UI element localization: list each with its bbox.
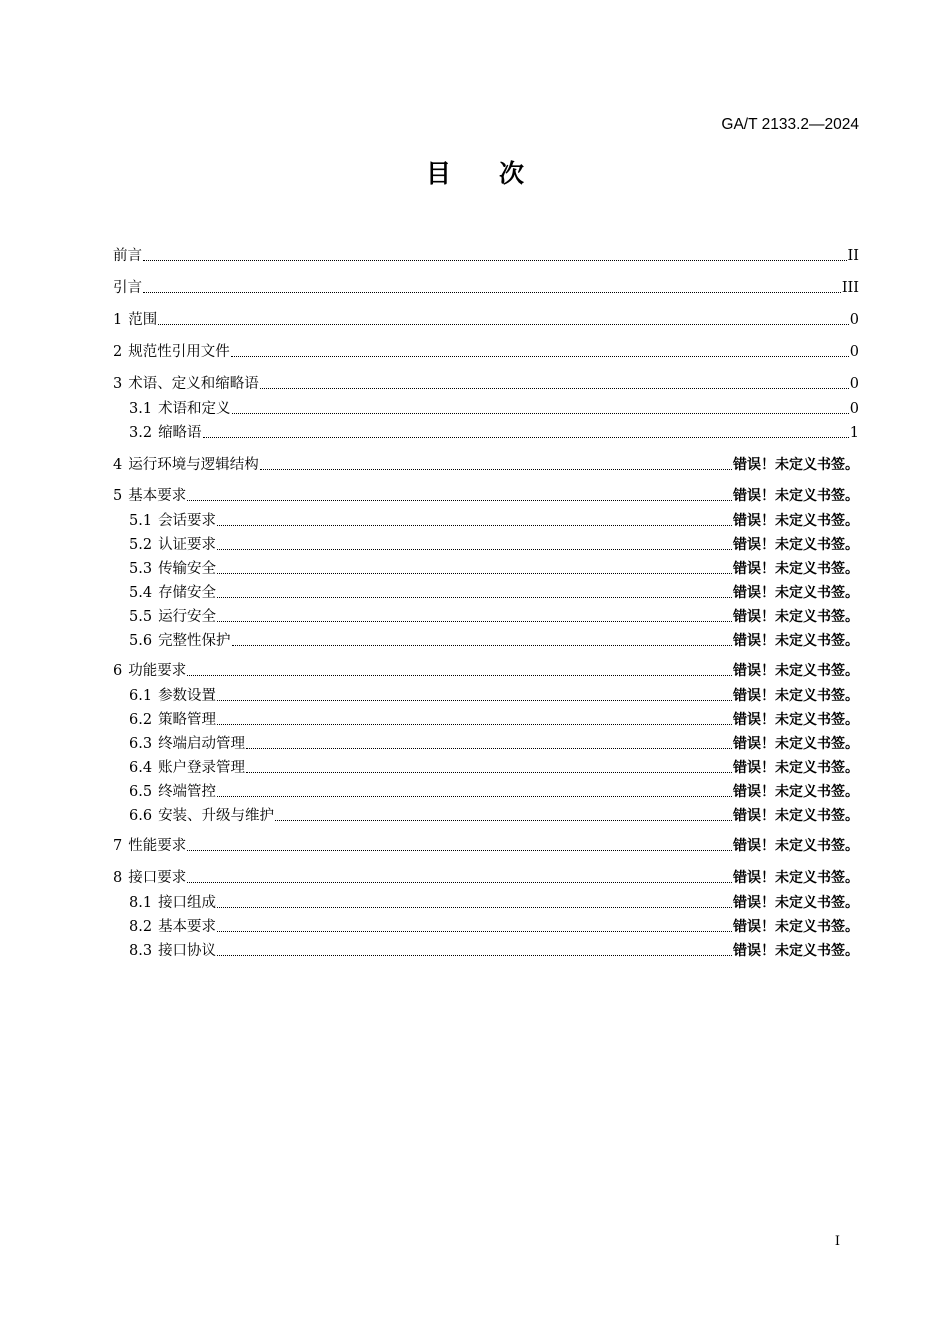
toc-entry[interactable] — [129, 758, 859, 778]
page-number: I — [834, 1234, 840, 1249]
toc-entry-text: 运行环境与逻辑结构 — [128, 457, 259, 473]
toc-entry-page: 错误！未定义书签。 — [733, 513, 859, 529]
toc-entry-page: 0 — [849, 344, 859, 360]
toc-entry-label — [129, 511, 216, 531]
toc-dot-leader — [246, 772, 732, 773]
toc-entry-number: 5.5 — [129, 609, 153, 625]
toc-entry-text: 传输安全 — [158, 561, 217, 577]
toc-entry-page: 错误！未定义书签。 — [733, 609, 859, 625]
toc-entry-number: 8.2 — [129, 919, 153, 935]
toc-entry[interactable] — [129, 782, 859, 802]
toc-entry-label — [129, 917, 216, 937]
toc-dot-leader — [217, 700, 732, 701]
toc-entry-label — [129, 535, 216, 555]
toc-dot-leader — [203, 437, 849, 438]
toc-entry-text: 引言 — [113, 280, 142, 296]
toc-entry-text: 运行安全 — [158, 609, 217, 625]
toc-entry[interactable] — [113, 836, 859, 856]
toc-dot-leader — [232, 645, 732, 646]
toc-entry-label — [129, 758, 245, 778]
toc-entry-number: 5.3 — [129, 561, 153, 577]
toc-dot-leader — [217, 597, 732, 598]
toc-entry-text: 参数设置 — [158, 688, 217, 704]
toc-entry-number: 6.6 — [129, 808, 153, 824]
toc-entry-page: 错误！未定义书签。 — [733, 808, 859, 824]
toc-entry-number: 4 — [113, 457, 123, 473]
toc-entry-number: 3 — [113, 376, 123, 392]
toc-dot-leader — [187, 500, 732, 501]
toc-entry-page: 错误！未定义书签。 — [733, 585, 859, 601]
toc-entry-label — [129, 631, 231, 651]
toc-entry-page: 错误！未定义书签。 — [733, 838, 859, 854]
toc-entry-page: 错误！未定义书签。 — [733, 688, 859, 704]
toc-dot-leader — [187, 850, 732, 851]
toc-entry-number: 5.6 — [129, 633, 153, 649]
toc-entry-label — [129, 806, 274, 826]
toc-dot-leader — [232, 413, 849, 414]
toc-dot-leader — [217, 796, 732, 797]
toc-entry-text: 认证要求 — [158, 537, 217, 553]
toc-entry-label — [113, 246, 142, 266]
toc-entry-page: 错误！未定义书签。 — [733, 895, 859, 911]
toc-entry-label — [113, 310, 157, 330]
toc-dot-leader — [231, 356, 849, 357]
toc-entry-number: 6 — [113, 663, 123, 679]
toc-entry[interactable] — [129, 511, 859, 531]
toc-entry-label — [113, 342, 230, 362]
toc-entry[interactable] — [129, 423, 859, 443]
toc-entry[interactable] — [129, 941, 859, 961]
toc-entry-text: 接口要求 — [128, 870, 187, 886]
toc-entry-text: 终端启动管理 — [158, 736, 246, 752]
toc-entry-page: 错误！未定义书签。 — [733, 760, 859, 776]
toc-entry-text: 安装、升级与维护 — [158, 808, 275, 824]
toc-entry[interactable] — [129, 710, 859, 730]
toc-entry-page: 错误！未定义书签。 — [733, 457, 859, 473]
toc-dot-leader — [217, 955, 732, 956]
toc-entry[interactable] — [113, 342, 859, 362]
toc-entry-text: 会话要求 — [158, 513, 217, 529]
toc-dot-leader — [158, 324, 849, 325]
toc-entry[interactable] — [113, 374, 859, 394]
toc-entry[interactable] — [129, 917, 859, 937]
toc-entry[interactable] — [113, 278, 859, 298]
toc-entry-number: 5.2 — [129, 537, 153, 553]
toc-entry-number: 8.3 — [129, 943, 153, 959]
toc-entry-text: 性能要求 — [128, 838, 187, 854]
toc-entry[interactable] — [129, 559, 859, 579]
toc-entry-text: 存储安全 — [158, 585, 217, 601]
toc-entry-text: 基本要求 — [128, 488, 187, 504]
toc-entry-text: 规范性引用文件 — [128, 344, 230, 360]
toc-entry-number: 1 — [113, 312, 123, 328]
toc-entry-page: 错误！未定义书签。 — [733, 870, 859, 886]
toc-entry-label — [129, 782, 216, 802]
toc-entry-label — [129, 607, 216, 627]
toc-entry-number: 6.2 — [129, 712, 153, 728]
toc-entry-label — [129, 893, 216, 913]
toc-title: 目次 — [425, 159, 572, 188]
toc-entry-number: 8 — [113, 870, 123, 886]
toc-entry-page: 错误！未定义书签。 — [733, 488, 859, 504]
toc-entry[interactable] — [113, 310, 859, 330]
table-of-contents — [113, 0, 859, 1000]
toc-entry[interactable] — [113, 455, 859, 475]
toc-dot-leader — [187, 675, 732, 676]
toc-entry-number: 8.1 — [129, 895, 153, 911]
toc-entry[interactable] — [129, 583, 859, 603]
toc-entry-label — [113, 868, 186, 888]
toc-entry-text: 账户登录管理 — [158, 760, 246, 776]
toc-entry[interactable] — [113, 486, 859, 506]
toc-dot-leader — [275, 820, 732, 821]
toc-entry-page: 错误！未定义书签。 — [733, 561, 859, 577]
toc-entry-page: 错误！未定义书签。 — [733, 919, 859, 935]
toc-entry-label — [113, 374, 259, 394]
toc-entry-label — [129, 710, 216, 730]
toc-entry-label — [129, 559, 216, 579]
toc-dot-leader — [217, 621, 732, 622]
toc-dot-leader — [217, 907, 732, 908]
toc-entry-label — [129, 423, 202, 443]
toc-entry[interactable] — [129, 806, 859, 826]
toc-entry-page: 错误！未定义书签。 — [733, 736, 859, 752]
toc-entry-number: 6.3 — [129, 736, 153, 752]
toc-entry-page: II — [847, 248, 859, 264]
toc-entry-page: 错误！未定义书签。 — [733, 633, 859, 649]
toc-entry-label — [129, 686, 216, 706]
toc-dot-leader — [143, 260, 847, 261]
toc-entry[interactable] — [113, 868, 859, 888]
toc-entry-text: 终端管控 — [158, 784, 217, 800]
toc-entry-page: 0 — [849, 401, 859, 417]
toc-entry-number: 2 — [113, 344, 123, 360]
toc-entry-label — [113, 486, 186, 506]
toc-entry-label — [113, 278, 142, 298]
toc-dot-leader — [187, 882, 732, 883]
toc-entry-label — [129, 583, 216, 603]
toc-entry[interactable] — [129, 631, 859, 651]
toc-entry[interactable] — [129, 893, 859, 913]
toc-entry-number: 3.1 — [129, 401, 153, 417]
toc-entry[interactable] — [129, 535, 859, 555]
toc-entry[interactable] — [113, 246, 859, 266]
toc-entry-text: 术语和定义 — [158, 401, 231, 417]
toc-entry[interactable] — [113, 661, 859, 681]
toc-dot-leader — [143, 292, 841, 293]
toc-entry-page: 1 — [849, 425, 859, 441]
toc-entry-number: 6.5 — [129, 784, 153, 800]
toc-dot-leader — [217, 573, 732, 574]
toc-entry-label — [113, 661, 186, 681]
toc-entry-text: 策略管理 — [158, 712, 217, 728]
toc-entry-page: 0 — [849, 376, 859, 392]
toc-entry[interactable] — [129, 607, 859, 627]
toc-entry-number: 5.1 — [129, 513, 153, 529]
toc-entry-number: 6.1 — [129, 688, 153, 704]
toc-entry-label — [129, 941, 216, 961]
toc-dot-leader — [246, 748, 732, 749]
toc-entry-label — [113, 455, 259, 475]
toc-entry-page: 0 — [849, 312, 859, 328]
toc-dot-leader — [217, 931, 732, 932]
toc-dot-leader — [217, 525, 732, 526]
toc-entry-text: 完整性保护 — [158, 633, 231, 649]
toc-dot-leader — [260, 469, 732, 470]
toc-entry-number: 7 — [113, 838, 123, 854]
toc-entry-page: III — [841, 280, 859, 296]
toc-entry-text: 功能要求 — [128, 663, 187, 679]
toc-entry-text: 前言 — [113, 248, 142, 264]
toc-entry-text: 术语、定义和缩略语 — [128, 376, 259, 392]
toc-entry-page: 错误！未定义书签。 — [733, 943, 859, 959]
toc-entry-page: 错误！未定义书签。 — [733, 712, 859, 728]
toc-entry-label — [129, 734, 245, 754]
toc-entry-label — [129, 399, 231, 419]
toc-entry-text: 范围 — [128, 312, 158, 328]
toc-entry-number: 3.2 — [129, 425, 153, 441]
toc-dot-leader — [217, 724, 732, 725]
toc-entry-text: 基本要求 — [158, 919, 217, 935]
toc-entry-number: 5 — [113, 488, 123, 504]
toc-entry-text: 接口协议 — [158, 943, 217, 959]
toc-dot-leader — [217, 549, 732, 550]
toc-entry[interactable] — [129, 686, 859, 706]
toc-entry-page: 错误！未定义书签。 — [733, 537, 859, 553]
document-code: GA/T 2133.2—2024 — [721, 116, 859, 133]
toc-entry-page: 错误！未定义书签。 — [733, 663, 859, 679]
toc-entry-number: 6.4 — [129, 760, 153, 776]
toc-entry-text: 接口组成 — [158, 895, 217, 911]
toc-entry-text: 缩略语 — [158, 425, 202, 441]
toc-entry[interactable] — [129, 399, 859, 419]
toc-entry-number: 5.4 — [129, 585, 153, 601]
toc-dot-leader — [260, 388, 849, 389]
toc-entry-label — [113, 836, 186, 856]
toc-entry-page: 错误！未定义书签。 — [733, 784, 859, 800]
toc-entry[interactable] — [129, 734, 859, 754]
